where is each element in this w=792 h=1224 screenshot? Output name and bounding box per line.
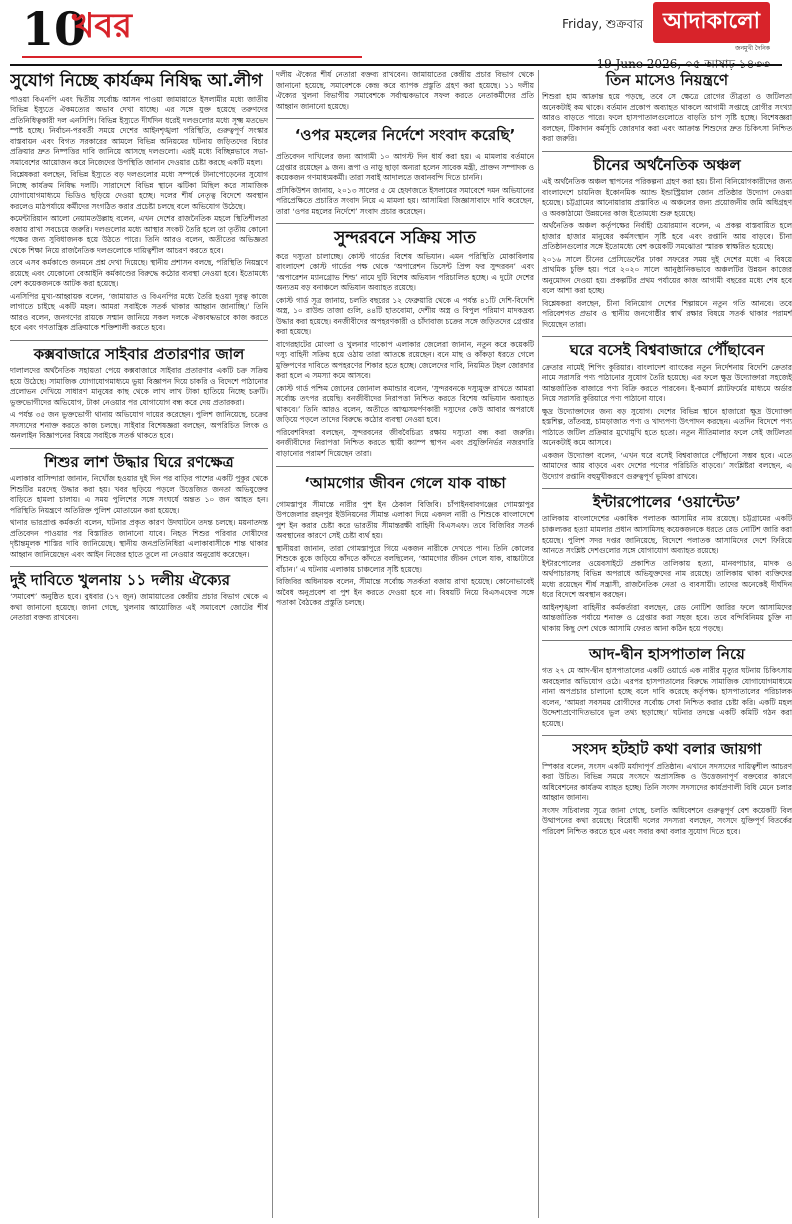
article-body — [542, 177, 792, 330]
paragraph: একজন উদ্যোক্তা বলেন, ‘এখন ঘরে বসেই বিশ্ববাজারে পৌঁছানো সম্ভব হবে। এতে আমাদের আয় বাড়বে এবং দেশের পণ্যের পরিচিতি বাড়বে।’ সংশ্লিষ্টরা বলছেন, এ উদ্যোগ রপ্তানি বহুমুখীকরণে গুরুত্বপূর্ণ ভূমিকা রাখবে। — [542, 450, 792, 481]
paragraph: গোমস্তাপুর সীমান্তে নারীর পুশ ইন ঠেকাল বিজিবি। চাঁপাইনবাবগঞ্জের গোমস্তাপুর উপজেলার রহনপুর ইউনিয়নের সীমান্ত এলাকা দিয়ে একদল নারী ও শিশুকে বাংলাদেশে পুশ ইন করার চেষ্টা করে ভারতীয় সীমান্তরক্ষী বাহিনী বিএসএফ। তবে বিজিবির সতর্ক অবস্থানের কারণে সেই চেষ্টা ব্যর্থ হয়। — [276, 499, 534, 541]
paragraph: কোস্ট গার্ড পশ্চিম জোনের জোনাল কমান্ডার বলেন, ‘সুন্দরবনকে দস্যুমুক্ত রাখতে আমরা সর্বোচ্চ তৎপর রয়েছি। বনজীবীদের নিরাপত্তা নিশ্চিত করতে বিশেষ অভিযান অব্যাহত থাকবে।’ তিনি আরও বলেন, অতীতে আত্মসমর্পণকারী দস্যুদের কেউ আবার অপরাধে জড়িয়ে পড়লে তাদের বিরুদ্ধে কঠোর ব্যবস্থা নেওয়া হবে। — [276, 383, 534, 425]
article-body — [542, 762, 792, 838]
paragraph: তালিকায় বাংলাদেশের একাধিক পলাতক আসামির নাম রয়েছে। চট্টগ্রামের একটি চাঞ্চল্যকর হত্যা মামলার প্রধান আসামিসহ কয়েকজনকে ধরতে রেড নোটিশ জারি করা হয়েছে। পুলিশ সদর দপ্তর জানিয়েছে, বিদেশে পলাতক আসামিদের দেশে ফিরিয়ে আনতে সংশ্লিষ্ট দেশগুলোর সঙ্গে যোগাযোগ অব্যাহত রয়েছে। — [542, 514, 792, 556]
paper-tagline: জনমুখী দৈনিক — [735, 45, 770, 52]
headline[interactable]: কক্সবাজারে সাইবার প্রতারণার জাল — [33, 344, 245, 363]
paragraph: কোস্ট গার্ড সূত্র জানায়, চলতি বছরের ১২ ফেব্রুয়ারি থেকে এ পর্যন্ত ৪১টি দেশি-বিদেশি অস্ত্র, ১০ রাউন্ড তাজা গুলি, ৪৪টি হাতবোমা, দেশীয় অস্ত্র ও বিপুল পরিমাণ মাদকদ্রব্য উদ্ধার করা হয়েছে। বনজীবীদের অপহরণকারী ও চাঁদাবাজ চক্রের সঙ্গে জড়িতদের গ্রেপ্তার করা হয়েছে। — [276, 295, 534, 337]
headline[interactable]: সংসদ হটহাট কথা বলার জায়গা — [572, 740, 762, 759]
article-cyber-fraud[interactable] — [10, 346, 268, 449]
headline[interactable]: আদ-দ্বীন হাসপাতাল নিয়ে — [589, 645, 745, 664]
paragraph: স্পিকার বলেন, সংসদ একটি মর্যাদাপূর্ণ প্রতিষ্ঠান। এখানে সদস্যদের দায়িত্বশীল আচরণ করা উচিত। বিভিন্ন সময়ে সংসদে অপ্রাসঙ্গিক ও উত্তেজনাপূর্ণ বক্তব্যের কারণে অধিবেশনের কার্যক্রম ব্যাহত হচ্ছে। তিনি সংসদ সদস্যদের কার্যপ্রণালী বিধি মেনে চলার আহ্বান জানান। — [542, 761, 792, 803]
article-body — [542, 514, 792, 634]
paragraph: পাওয়া বিএনপি এবং দ্বিতীয় সর্বোচ্চ আসন পাওয়া জামায়াতে ইসলামীর মধ্যে জাতীয় বিভিন্ন ইস্যুতে ঐকমত্যের অভাব দেখা যাচ্ছে। এর সঙ্গে যুক্ত হয়েছে তরুণদের প্রতিনিধিত্বকারী দল এনসিপি। বিভিন্ন ইস্যুতে দীর্ঘদিন ধরেই দলগুলোর মধ্যে সূক্ষ্ম মতভেদ স্পষ্ট হচ্ছে। নির্বাচন-পরবর্তী সময়ে দেশের আইনশৃঙ্খলা পরিস্থিতি, গুরুত্বপূর্ণ সংস্কার বাস্তবায়ন এবং বিগত সরকারের আমলে বিভিন্ন অনিয়মের ঘটনায় জড়িতদের বিচার প্রক্রিয়ার দ্রুত নিষ্পত্তির দাবি জানিয়ে আসছে দলগুলো। এরই মধ্যে বিচ্ছিন্নভাবে সভা-সমাবেশের আয়োজন করে নিজেদের উপস্থিতি জানান দেওয়ার চেষ্টা করছে একটি মহল। — [10, 94, 268, 167]
paragraph: করে দস্যুতা চালাচ্ছে। কোস্ট গার্ডের বিশেষ অভিযান। এমন পরিস্থিতি মোকাবিলায় বাংলাদেশ কোস্ট গার্ডের পক্ষ থেকে ‘অপারেশন ডিসেন্ট প্রিন্স ফর সুন্দরবন’ এবং ‘অপারেশন ম্যানগ্রোভ শিল্ড’ নামে দুটি বিশেষ অভিযান পরিচালিত হচ্ছে। এ দুটো দেশের অন্যতম বড় বনাঞ্চলে অভিযান অব্যাহত রয়েছে। — [276, 251, 534, 293]
article-body — [276, 252, 534, 460]
paragraph: এ পর্যন্ত ৩৫ জন ভুক্তভোগী থানায় অভিযোগ দায়ের করেছেন। পুলিশ জানিয়েছে, চক্রের সদস্যদের শনাক্ত করতে কাজ চলছে। সাইবার বিশেষজ্ঞরা বলছেন, অপরিচিত লিংক ও অনলাইন বিজ্ঞাপনের বিষয়ে সবাইকে সতর্ক থাকতে হবে। — [10, 410, 268, 441]
paragraph: এনসিপির মুখ্য-আহ্বায়ক বলেন, ‘জামায়াত ও বিএনপির মধ্যে তৈরি হওয়া দূরত্ব কাজে লাগাতে চাইছে একটি মহল। আমরা সবাইকে সতর্ক থাকার আহ্বান জানাচ্ছি।’ তিনি আরও বলেন, জনগণের রায়কে সম্মান জানিয়ে সকল দলকে ঐক্যবদ্ধভাবে কাজ করতে হবে এবং গণতান্ত্রিক প্রক্রিয়াকে শক্তিশালী করতে হবে। — [10, 291, 268, 333]
article-body — [542, 92, 792, 145]
paragraph: অর্থনৈতিক অঞ্চল কর্তৃপক্ষের নির্বাহী চেয়ারম্যান বলেন, এ প্রকল্প বাস্তবায়িত হলে হাজার হাজার মানুষের কর্মসংস্থান সৃষ্টি হবে এবং রপ্তানি আয় বাড়বে। চীনা প্রতিষ্ঠানগুলোর সঙ্গে ইতোমধ্যে বেশ কয়েকটি সমঝোতা স্মারক স্বাক্ষরিত হয়েছে। — [542, 221, 792, 252]
headline[interactable]: ‘আমগোর জীবন গেলে যাক বাচ্চা — [304, 473, 506, 492]
paragraph: সংসদ সচিবালয় সূত্রে জানা গেছে, চলতি অধিবেশনে গুরুত্বপূর্ণ বেশ কয়েকটি বিল উত্থাপনের কথা রয়েছে। বিরোধী দলের সদস্যরা বলছেন, সংসদে যুক্তিপূর্ণ বিতর্কের পরিবেশ নিশ্চিত করতে হবে এবং সবার কথা বলার সুযোগ দিতে হবে। — [542, 805, 792, 836]
section-title: খবর — [72, 6, 132, 46]
section-rule — [22, 56, 362, 58]
paragraph: আইনশৃঙ্খলা বাহিনীর কর্মকর্তারা বলছেন, রেড নোটিশ জারির ফলে আসামিদের আন্তর্জাতিক পর্যায়ে শনাক্ত ও গ্রেপ্তার করা সহজ হবে। তবে বন্দিবিনিময় চুক্তি না থাকায় কিছু দেশ থেকে আসামি ফেরত আনা কঠিন হয়ে পড়ছে। — [542, 602, 792, 633]
paragraph: শিশুরা হাম আক্রান্ত হয়ে পড়ছে, তবে সে ক্ষেত্রে রোগের তীব্রতা ও জটিলতা অনেকটাই কম থাকে। বর্তমান প্রকোপ অব্যাহত থাকলে আগামী সপ্তাহে রোগীর সংখ্যা আরও বাড়তে পারে। ফলে হাসপাতালগুলোতে বাড়তি চাপ সৃষ্টি হচ্ছে। বিশেষজ্ঞরা বলছেন, টিকাদান কর্মসূচি জোরদার করা এবং আক্রান্ত শিশুদের দ্রুত চিকিৎসা নিশ্চিত করা জরুরি। — [542, 92, 792, 144]
page-number: 10 — [22, 2, 87, 56]
paragraph: বিশ্লেষকরা বলছেন, চীনা বিনিয়োগ দেশের শিল্পায়নে নতুন গতি আনবে। তবে পরিবেশগত প্রভাব ও স্থানীয় জনগোষ্ঠীর স্বার্থ রক্ষার বিষয়ে সতর্ক থাকার পরামর্শ দিয়েছেন তারা। — [542, 298, 792, 329]
paragraph: দলীয় ঐক্যের শীর্ষ নেতারা বক্তব্য রাখবেন। জামায়াতের কেন্দ্রীয় প্রচার বিভাগ থেকে জানানো হয়েছে, সমাবেশকে কেন্দ্র করে ব্যাপক প্রস্তুতি গ্রহণ করা হয়েছে। ১১ দলীয় ঐক্যের খুলনা বিভাগীয় সমাবেশকে সর্বাত্মকভাবে সফল করতে নেতাকর্মীদের প্রতি আহ্বান জানানো হয়েছে। — [276, 70, 534, 111]
day-label: Friday, শুক্রবার — [562, 17, 644, 31]
article-ad-din-hospital[interactable] — [542, 646, 792, 736]
article-body — [10, 474, 268, 560]
headline[interactable]: সুন্দরবনে সক্রিয় সাত — [334, 228, 476, 249]
article-body — [10, 366, 268, 442]
masthead — [10, 0, 782, 71]
article-measles[interactable] — [542, 72, 792, 152]
paragraph: তবে এসব কর্মকাণ্ডে জনমনে প্রশ্ন দেখা দিয়েছে। স্থানীয় প্রশাসন বলছে, পরিস্থিতি নিয়ন্ত্রণে রয়েছে এবং যেকোনো বেআইনি কর্মকাণ্ডের বিরুদ্ধে কঠোর ব্যবস্থা নেওয়া হবে। ইতোমধ্যে বেশ কয়েকজনকে আটক করা হয়েছে। — [10, 258, 268, 289]
headline[interactable]: ‘ওপর মহলের নির্দেশে সংবাদ করেছি’ — [294, 126, 516, 145]
paper-name: আদাকালো — [663, 9, 760, 34]
article-body — [10, 592, 268, 624]
article-body — [276, 152, 534, 217]
paragraph: ক্ষুদ্র উদ্যোক্তাদের জন্য বড় সুযোগ। দেশের বিভিন্ন স্থানে হাজারো ক্ষুদ্র উদ্যোক্তা হস্তশিল্প, তাঁতবস্ত্র, চামড়াজাত পণ্য ও খাদ্যপণ্য উৎপাদন করছেন। এতদিন বিদেশে পণ্য পাঠাতে জটিল প্রক্রিয়ার মুখোমুখি হতে হতো। নতুন নীতিমালার ফলে সেই জটিলতা অনেকটাই কমে আসবে। — [542, 406, 792, 448]
article-alliance-continued[interactable] — [276, 70, 534, 119]
article-body — [542, 666, 792, 729]
paragraph: প্রসিকিউশন জানায়, ২০১৩ সালের ৫ মে হেফাজতে ইসলামের সমাবেশে দমন অভিযানের পরিপ্রেক্ষিতে প্রচারিত সংবাদ নিয়ে এ মামলা হয়। আসামিরা জিজ্ঞাসাবাদে দাবি করেছেন, তারা ‘ওপর মহলের নির্দেশে’ সংবাদ প্রচার করেছেন। — [276, 185, 534, 216]
paragraph: বিশ্লেষকরা বলছেন, বিভিন্ন ইস্যুতে বড় দলগুলোর মধ্যে সম্পর্কে টানাপোড়েনের সুযোগ নিচ্ছে কার্যক্রম নিষিদ্ধ দলটি। সারাদেশে বিভিন্ন স্থানে ঝটিকা মিছিল করে সামাজিক যোগাযোগমাধ্যমে ভিডিও ছড়িয়ে দেওয়া হচ্ছে। দলের শীর্ষ নেতৃত্ব বিদেশে অবস্থান করলেও মাঠপর্যায়ে কর্মীদের সংগঠিত করার প্রচেষ্টা চলছে বলে অভিযোগ উঠেছে। — [10, 170, 268, 211]
headline[interactable]: তিন মাসেও নিয়ন্ত্রণে — [605, 71, 729, 89]
column-2 — [276, 70, 534, 1218]
article-parliament[interactable] — [542, 741, 792, 843]
paragraph: ক্রেতার নামেই শিপিং কুরিয়ার। বাংলাদেশ ব্যাংকের নতুন নির্দেশনায় বিদেশি ক্রেতার নামে সরাসরি পণ্য পাঠানোর সুযোগ তৈরি হয়েছে। এর ফলে ক্ষুদ্র উদ্যোক্তারা সহজেই আন্তর্জাতিক বাজারে পণ্য বিক্রি করতে পারবেন। ই-কমার্স প্ল্যাটফর্মের মাধ্যমে অর্ডার নিয়ে সরাসরি কুরিয়ারে পণ্য পাঠানো যাবে। — [542, 362, 792, 404]
column-1 — [10, 70, 268, 1218]
paragraph: গত ২৭ মে আদ-দ্বীন হাসপাতালের একটি ওয়ার্ডে এক নারীর মৃত্যুর ঘটনায় চিকিৎসায় অবহেলার অভিযোগ ওঠে। এরপর হাসপাতালের বিরুদ্ধে সামাজিক যোগাযোগমাধ্যমে নানা অপপ্রচার চালানো হচ্ছে বলে দাবি করেছে কর্তৃপক্ষ। হাসপাতালের পরিচালক বলেন, ‘আমরা সবসময় রোগীদের সর্বোচ্চ সেবা নিশ্চিত করার চেষ্টা করি। একটি মহল উদ্দেশ্যপ্রণোদিতভাবে ভুল তথ্য ছড়াচ্ছে।’ ঘটনার তদন্তে একটি কমিটি গঠন করা হয়েছে। — [542, 666, 792, 728]
headline[interactable]: ঘরে বসেই বিশ্ববাজারে পৌঁছাবেন — [569, 341, 765, 360]
article-body — [10, 95, 268, 334]
article-global-market[interactable] — [542, 342, 792, 489]
paragraph: বাগেরহাটের মোংলা ও খুলনার দাকোপ এলাকার জেলেরা জানান, নতুন করে কয়েকটি দস্যু বাহিনী সক্রিয় হয়ে ওঠায় তারা আতঙ্কে রয়েছেন। বনে মাছ ও কাঁকড়া ধরতে গেলে মুক্তিপণের দাবিতে অপহরণের শিকার হতে হচ্ছে। জেলেদের দাবি, নিয়মিত টহল জোরদার করা হলে এ সমস্যা কমে আসবে। — [276, 339, 534, 381]
headline[interactable]: ইন্টারপোলের ‘ওয়ান্টেড’ — [593, 493, 741, 512]
paragraph: দালালদের অর্থনৈতিক সহায়তা পেয়ে কক্সবাজারে সাইবার প্রতারণার একটি চক্র সক্রিয় হয়ে উঠেছে। সামাজিক যোগাযোগমাধ্যমে ভুয়া বিজ্ঞাপন দিয়ে চাকরি ও বিদেশে পাঠানোর প্রলোভন দেখিয়ে সাধারণ মানুষের কাছ থেকে লাখ লাখ টাকা হাতিয়ে নিচ্ছে চক্রটি। ভুক্তভোগীদের অভিযোগ, টাকা নেওয়ার পর যোগাযোগ বন্ধ করে দেয় প্রতারকরা। — [10, 366, 268, 407]
paragraph: পরিবেশবিদরা বলছেন, সুন্দরবনের জীববৈচিত্র্য রক্ষায় দস্যুতা বন্ধ করা জরুরি। বনজীবীদের নিরাপত্তা নিশ্চিত করতে স্থায়ী ক্যাম্প স্থাপন এবং প্রযুক্তিনির্ভর নজরদারি বাড়ানোর পরামর্শ দিয়েছেন তারা। — [276, 427, 534, 458]
paragraph: থানার ভারপ্রাপ্ত কর্মকর্তা বলেন, ঘটনার প্রকৃত কারণ উদঘাটনে তদন্ত চলছে। ময়নাতদন্ত প্রতিবেদন পাওয়ার পর বিস্তারিত জানানো যাবে। নিহত শিশুর পরিবার দোষীদের দৃষ্টান্তমূলক শাস্তির দাবি জানিয়েছে। স্থানীয় জনপ্রতিনিধিরা এলাকাবাসীকে শান্ত থাকার আহ্বান জানিয়েছেন এবং আইন নিজের হাতে তুলে না নেওয়ার অনুরোধ করেছেন। — [10, 518, 268, 559]
columns — [10, 70, 792, 1218]
paragraph: এই অর্থনৈতিক অঞ্চল স্থাপনের পরিকল্পনা গ্রহণ করা হয়। চীনা বিনিয়োগকারীদের জন্য বাংলাদেশে চায়নিজ ইকোনমিক অ্যান্ড ইন্ডাস্ট্রিয়াল জোন প্রতিষ্ঠার উদ্যোগ নেওয়া হয়েছে। চট্টগ্রামের আনোয়ারায় প্রস্তাবিত এ অঞ্চলের জন্য প্রয়োজনীয় জমি অধিগ্রহণ ও অবকাঠামো উন্নয়নের কাজ ইতোমধ্যে শুরু হয়েছে। — [542, 177, 792, 218]
paragraph: এলাকার বাসিন্দারা জানান, নিখোঁজ হওয়ার দুই দিন পর বাড়ির পাশের একটি পুকুর থেকে শিশুটির মরদেহ উদ্ধার করা হয়। খবর ছড়িয়ে পড়লে উত্তেজিত জনতা অভিযুক্তের বাড়িতে হামলা চালায়। এ সময় পুলিশের সঙ্গে সংঘর্ষে অন্তত ১০ জন আহত হন। পরিস্থিতি নিয়ন্ত্রণে অতিরিক্ত পুলিশ মোতায়েন করা হয়েছে। — [10, 474, 268, 515]
article-border-pushin[interactable] — [276, 472, 534, 615]
article-body — [542, 363, 792, 483]
column-3 — [542, 70, 792, 1218]
paragraph: প্রতিবেদন দাখিলের জন্য আগামী ১০ আগস্ট দিন ধার্য করা হয়। এ মামলায় বর্তমানে গ্রেপ্তার রয়েছেন ৯ জন। রূপা ও নাড়ু ছাড়া অন্যরা হলেন সাবেক মন্ত্রী, প্রাক্তন সম্পাদক ও কয়েকজন গণমাধ্যমকর্মী। তারা সবাই আদালতে জবানবন্দি দিতে চাননি। — [276, 152, 534, 183]
article-upper-directive[interactable] — [276, 124, 534, 224]
paragraph: বিজিবির অধিনায়ক বলেন, সীমান্তে সর্বোচ্চ সতর্কতা বজায় রাখা হয়েছে। কোনোভাবেই অবৈধ অনুপ্রবেশ বা পুশ ইন করতে দেওয়া হবে না। বিষয়টি নিয়ে বিএসএফের সঙ্গে পতাকা বৈঠকের প্রস্তুতি চলছে। — [276, 577, 534, 608]
article-child-body[interactable] — [10, 454, 268, 567]
headline[interactable]: সুযোগ নিচ্ছে কার্যক্রম নিষিদ্ধ আ.লীগ — [10, 71, 263, 91]
article-sundarbans[interactable] — [276, 229, 534, 466]
issue-date: 19 June 2026, ০৫ আষাঢ় ১৪৩৩ — [596, 57, 770, 71]
paragraph: ২০১৬ সালে চীনের প্রেসিডেন্টের ঢাকা সফরের সময় দুই দেশের মধ্যে এ বিষয়ে প্রাথমিক চুক্তি হয়। পরে ২০২০ সালে আনুষ্ঠানিকভাবে অঞ্চলটির উন্নয়ন কাজের অনুমোদন দেওয়া হয়। প্রকল্পটির প্রথম পর্যায়ের কাজ আগামী বছরের মধ্যে শেষ হবে বলে আশা করা হচ্ছে। — [542, 254, 792, 296]
article-interpol[interactable] — [542, 494, 792, 641]
paper-info — [562, 2, 770, 76]
paragraph: ‘সমাবেশ’ অনুষ্ঠিত হবে। বুধবার (১৭ জুন) জামায়াতের কেন্দ্রীয় প্রচার বিভাগ থেকে এ কথা জানানো হয়েছে। জানা গেছে, খুলনায় আয়োজিত এই সমাবেশে জোটের শীর্ষ নেতারা বক্তব্য রাখবেন। — [10, 592, 268, 623]
article-body — [276, 70, 534, 112]
paragraph: ইন্টারপোলের ওয়েবসাইটে প্রকাশিত তালিকায় হত্যা, মানবপাচার, মাদক ও অর্থপাচারসহ বিভিন্ন অপরাধে অভিযুক্তদের নাম রয়েছে। তালিকায় থাকা ব্যক্তিদের মধ্যে রয়েছেন শীর্ষ সন্ত্রাসী, রাজনৈতিক নেতা ও ব্যবসায়ী। তাদের অনেকেই দীর্ঘদিন ধরে বিদেশে অবস্থান করছেন। — [542, 558, 792, 600]
headline[interactable]: শিশুর লাশ উদ্ধার ঘিরে রণক্ষেত্র — [44, 452, 234, 471]
paragraph: কমেন্টারিয়ান আলো নেয়ামতউল্লাহ বলেন, এখন দেশের রাজনৈতিক মহলে স্থিতিশীলতা বজায় রাখা সবচেয়ে জরুরি। দলগুলোর মধ্যে আস্থার সংকট তৈরি হলে তা তৃতীয় কোনো পক্ষের জন্য সুবিধাজনক হয়ে উঠতে পারে। তিনি আরও বলেন, অতীতের অভিজ্ঞতা থেকে শিক্ষা নিয়ে রাজনৈতিক দলগুলোকে দায়িত্বশীল আচরণ করতে হবে। — [10, 214, 268, 255]
article-khulna-alliance[interactable] — [10, 572, 268, 630]
headline[interactable]: দুই দাবিতে খুলনায় ১১ দলীয় ঐক্যের — [10, 571, 230, 590]
article-china-zone[interactable] — [542, 157, 792, 337]
article-body — [276, 500, 534, 609]
headline[interactable]: চীনের অর্থনৈতিক অঞ্চল — [593, 155, 741, 174]
paper-logo[interactable] — [653, 2, 770, 43]
article-awami-league[interactable] — [10, 72, 268, 341]
paragraph: স্থানীয়রা জানান, তারা গোমস্তাপুরে গিয়ে একজন নারীকে দেখতে পান। তিনি কোলের শিশুকে বুকে জড়িয়ে কাঁদতে কাঁদতে বলছিলেন, ‘আমগোর জীবন গেলে যাক, বাচ্চাটারে বাঁচান।’ এ ঘটনায় এলাকায় চাঞ্চল্যের সৃষ্টি হয়েছে। — [276, 543, 534, 574]
